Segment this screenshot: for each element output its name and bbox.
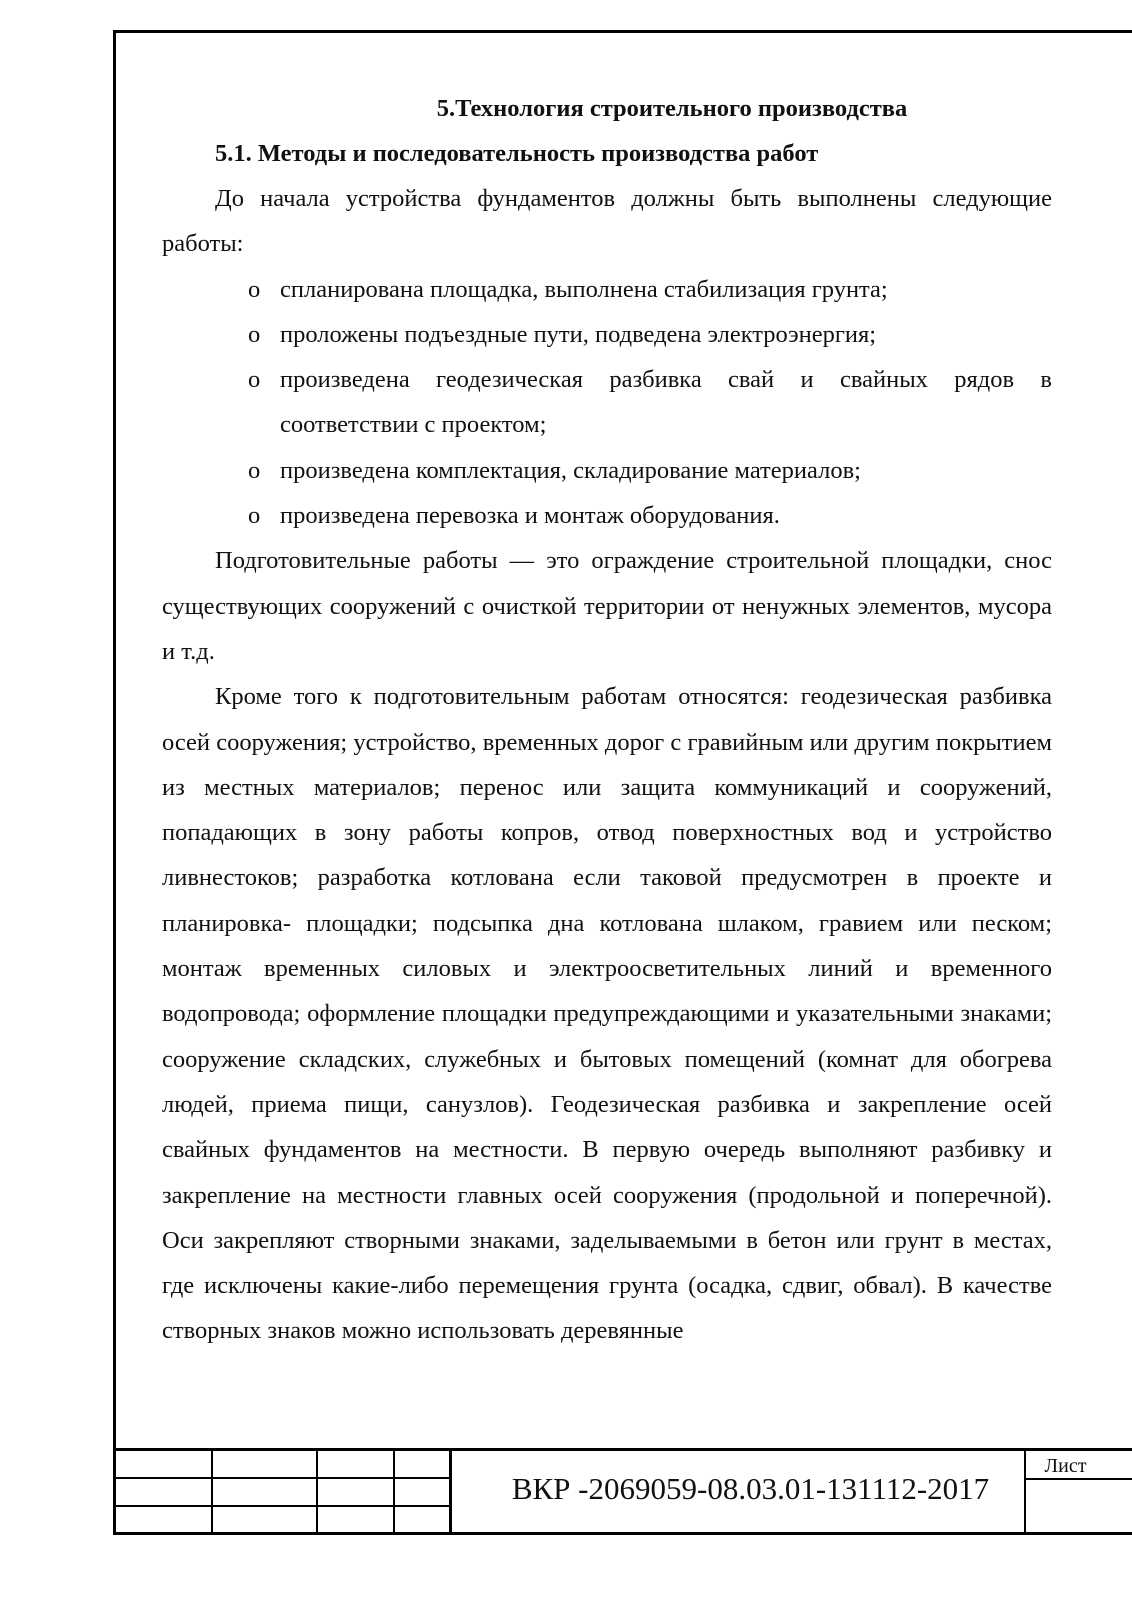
document-body	[162, 86, 1052, 1354]
title-block	[113, 1448, 1132, 1535]
list-item-text: проложены подъездные пути, подведена электроэнергия;	[280, 320, 877, 348]
section-title: 5.Технология строительного производства	[436, 95, 908, 122]
list-item	[162, 448, 1052, 493]
list-item	[162, 357, 1052, 448]
title-block-row-line	[113, 1505, 451, 1507]
subsection-title: 5.1. Методы и последовательность производства работ	[215, 140, 819, 167]
title-block-col-line	[449, 1448, 452, 1535]
list-item-text: произведена перевозка и монтаж оборудования.	[280, 502, 780, 530]
title-block-row-line	[113, 1477, 451, 1479]
bullet-marker: o	[248, 320, 261, 348]
list-item	[162, 493, 1052, 538]
paragraph-additional-works: Кроме того к подготовительным работам относятся: геодезическая разбивка осей сооружения; устройство, временных дорог с гравийным или другим покрытием из местных материалов; перенос или защита коммуникаций и сооружений, попадающих в зону работы копров, отвод поверхностных вод и устройство ливнестоков; разработка котлована если таковой предусмотрен в проекте и планировка- площадки; подсыпка дна котлована шлаком, гравием или песком; монтаж временных силовых и электроосветительных линий и временного водопровода; оформление площадки предупреждающими и указательными знаками; сооружение складских, служебных и бытовых помещений (комнат для обогрева людей, приема пищи, санузлов). Геодезическая разбивка и закрепление осей свайных фундаментов на местности. В первую очередь выполняют разбивку и закрепление на местности главных осей сооружения (продольной и поперечной). Оси закрепляют створными знаками, заделываемыми в бетон или грунт в местах, где исключены какие-либо перемещения грунта (осадка, сдвиг, обвал). В качестве створных знаков можно использовать деревянные	[162, 683, 1052, 1345]
sheet-label: Лист	[1044, 1455, 1087, 1477]
title-block-col-line	[211, 1448, 213, 1535]
title-block-col-line	[316, 1448, 318, 1535]
list-item-text: спланирована площадка, выполнена стабилизация грунта;	[280, 275, 888, 303]
list-item	[162, 312, 1052, 357]
sheet-cell-divider	[1025, 1478, 1132, 1480]
intro-paragraph: До начала устройства фундаментов должны быть выполнены следующие работы:	[162, 185, 1052, 258]
title-block-top-line	[113, 1448, 1132, 1451]
prerequisite-list	[162, 267, 1052, 539]
bullet-marker: o	[248, 502, 261, 530]
list-item-text: произведена геодезическая разбивка свай и свайных рядов в соответствии с проектом;	[280, 366, 1052, 439]
list-item-text: произведена комплектация, складирование материалов;	[280, 456, 861, 484]
document-code: ВКР -2069059-08.03.01-131112-2017	[511, 1471, 990, 1506]
title-block-col-line	[393, 1448, 395, 1535]
bullet-marker: o	[248, 275, 261, 303]
paragraph-preparatory-works: Подготовительные работы — это ограждение строительной площадки, снос существующих сооружений с очисткой территории от ненужных элементов, мусора и т.д.	[162, 547, 1052, 665]
bullet-marker: o	[248, 366, 261, 394]
bullet-marker: o	[248, 456, 261, 484]
list-item	[162, 267, 1052, 312]
